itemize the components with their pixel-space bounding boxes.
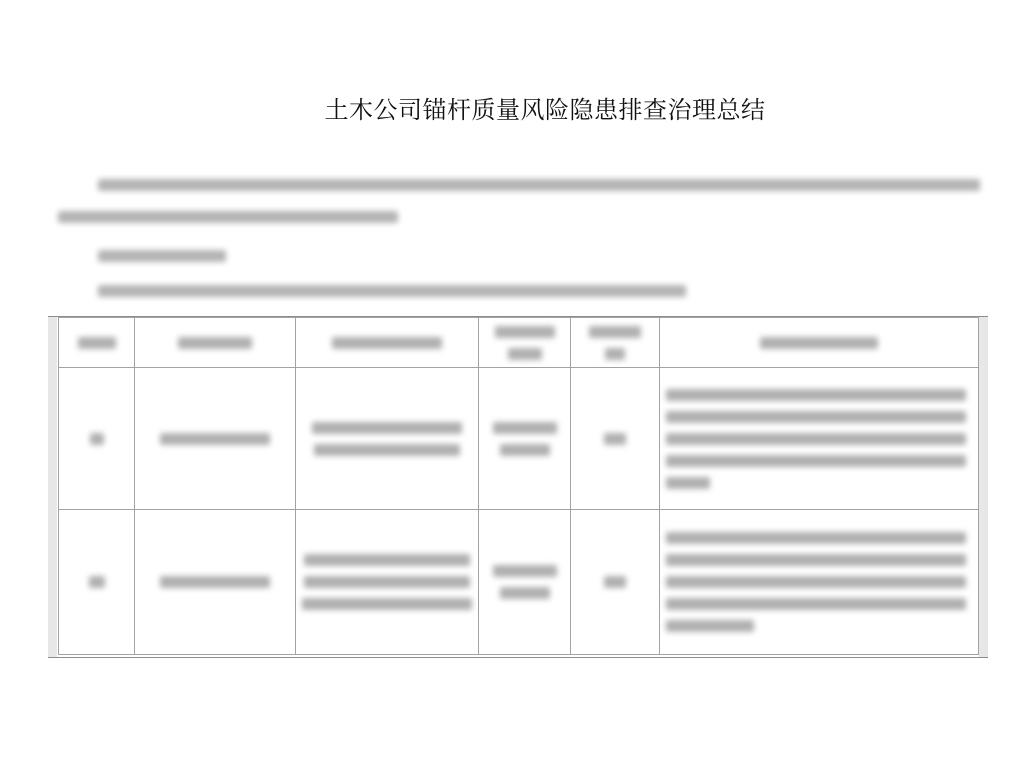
row-1-result — [660, 368, 979, 510]
table-row — [59, 510, 979, 655]
header-cell-index — [59, 318, 135, 368]
document-title: 土木公司锚杆质量风险隐患排查治理总结 — [324, 96, 766, 124]
table-header-row — [59, 318, 979, 368]
row-1-index — [59, 368, 135, 510]
row-1-deadline — [571, 368, 660, 510]
table-intro-sentence — [98, 285, 686, 297]
table-row — [59, 368, 979, 510]
row-2-department — [479, 510, 571, 655]
section-heading-basic-info — [98, 250, 226, 262]
header-cell-issue — [296, 318, 479, 368]
header-cell-department — [479, 318, 571, 368]
row-2-issue — [296, 510, 479, 655]
row-2-project — [135, 510, 296, 655]
table-right-shade — [979, 317, 988, 657]
row-2-result — [660, 510, 979, 655]
header-cell-result — [660, 318, 979, 368]
table-left-shade — [48, 317, 57, 657]
row-2-deadline — [571, 510, 660, 655]
intro-paragraph-line-1 — [98, 179, 980, 191]
row-1-department — [479, 368, 571, 510]
hazard-table — [58, 317, 979, 655]
row-1-project — [135, 368, 296, 510]
header-cell-deadline — [571, 318, 660, 368]
header-cell-project — [135, 318, 296, 368]
intro-paragraph-line-2 — [58, 211, 398, 223]
row-2-index — [59, 510, 135, 655]
row-1-issue — [296, 368, 479, 510]
hazard-table-container — [48, 316, 988, 658]
